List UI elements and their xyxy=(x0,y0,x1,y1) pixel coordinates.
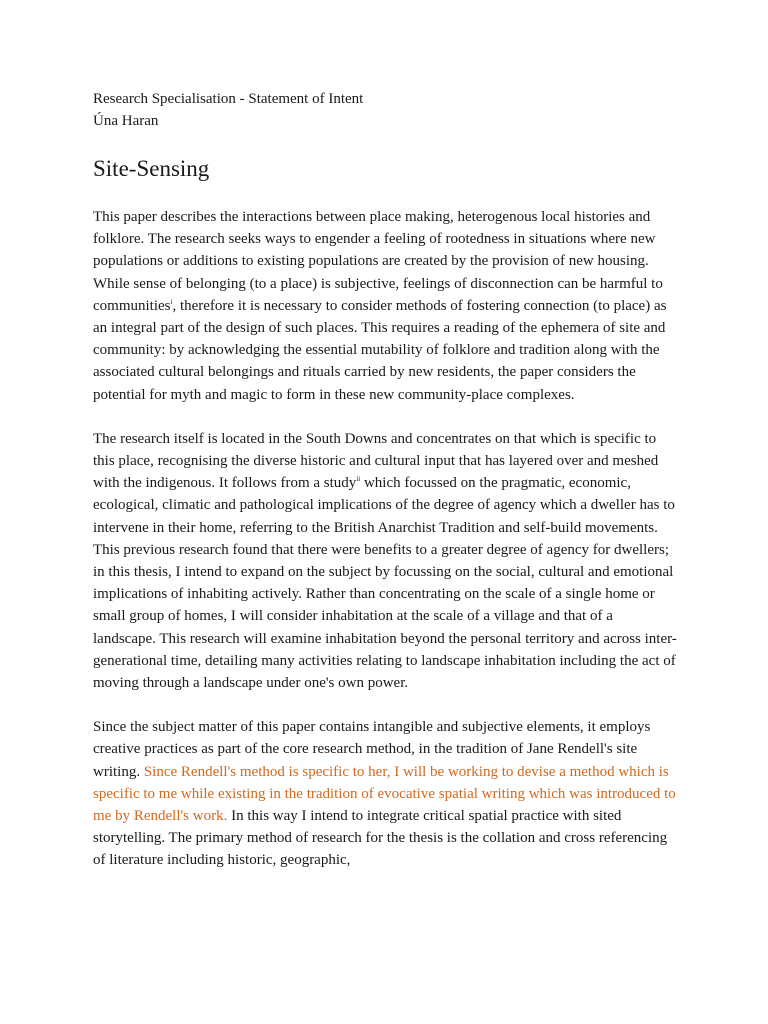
footnote-ref-ii[interactable]: ii xyxy=(356,475,361,484)
paragraph-3 xyxy=(93,716,678,871)
paragraph-1-text-b: , therefore it is necessary to consider methods of fostering connection (to place) as an integral part of the design of such places. This requires a reading of the ephemera of site and community: by acknowledging the essential mutability of folklore and tradition along with the associated cultural belongings and rituals carried by new residents, the paper considers the potential for myth and magic to form in these new community-place complexes. xyxy=(93,297,667,403)
author-name: Úna Haran xyxy=(93,113,159,129)
paragraph-1 xyxy=(93,206,678,406)
paragraph-1-text-a: This paper describes the interactions between place making, heterogenous local histories and folklore. The research seeks ways to engender a feeling of rootedness in situations where new populations or additions to existing populations are created by the provision of new housing. While sense of belonging (to a place) is subjective, feelings of disconnection can be harmful to communities xyxy=(93,209,663,314)
paragraph-3-text-a: Since the subject matter of this paper contains intangible and subjective elements, it employs creative practices as part of the core research method, in the tradition of Jane Rendell's site writing. xyxy=(93,719,651,780)
document-type: Research Specialisation - Statement of Intent xyxy=(93,91,364,107)
paragraph-2-text-b: which focussed on the pragmatic, economic, ecological, climatic and pathological implications of the degree of agency which a dweller has to intervene in their home, referring to the British Anarchist Tradition and self-build movements. This previous research found that there were benefits to a greater degree of agency for dwellers; in this thesis, I intend to expand on the subject by focussing on the social, cultural and emotional implications of inhabiting actively. Rather than concentrating on the scale of a single home or small group of homes, I will consider inhabitation at the scale of a village and that of a landscape. This research will examine inhabitation beyond the personal territory and across inter-generational time, detailing many activities relating to landscape inhabitation including the act of moving through a landscape under one's own power. xyxy=(93,475,677,692)
highlighted-sentence: Since Rendell's method is specific to her, I will be working to devise a method which is specific to me while existing in the tradition of evocative spatial writing which was introduced to me by Rendell's work. xyxy=(93,763,676,825)
paragraph-2-text-a: The research itself is located in the South Downs and concentrates on that which is specific to this place, recognising the diverse historic and cultural input that has layered over and meshed with the indigenous. It follows from a study xyxy=(93,430,659,492)
document-title: Site-Sensing xyxy=(93,156,210,181)
paragraph-2 xyxy=(93,428,678,694)
document-page xyxy=(93,88,678,894)
footnote-ref-i[interactable]: i xyxy=(170,297,173,306)
paragraph-3-text-b: In this way I intend to integrate critical spatial practice with sited storytelling. The primary method of research for the thesis is the collation and cross referencing of literature including historic, geographic, xyxy=(93,808,668,869)
